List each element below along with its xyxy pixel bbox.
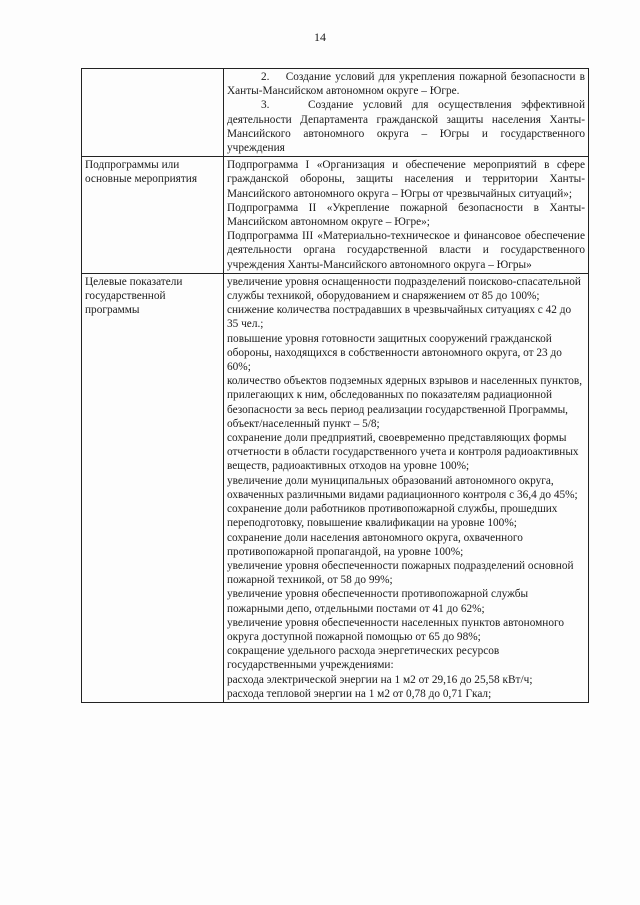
goals-row [82,69,589,157]
indicators-content-cell [224,273,589,702]
indicator-item: повышение уровня готовности защитных сооружений гражданской обороны, находящихся в собственности автономного округа, от 23 до 60%; [227,332,562,374]
goal-item: 2. Создание условий для укрепления пожарной безопасности в Ханты-Мансийском автономном округе – Югре. [227,71,585,98]
goal-item: 3. Создание условий для осуществления эффективной деятельности Департамента гражданской защиты населения Ханты-Мансийского автономного округа – Югры и государственного учреждения [227,99,585,155]
subprogram-item: Подпрограмма II «Укрепление пожарной безопасности в Ханты-Мансийском автономном округе – Югре»; [227,201,585,229]
subprogram-item: Подпрограмма III «Материально-техническое и финансовое обеспечение деятельности органа государственной власти и государственного учреждения Ханты-Мансийского автономного округа – Югры» [227,230,585,271]
indicator-item: сокращение удельного расхода энергетических ресурсов государственными учреждениями: [227,645,500,672]
indicator-item: расхода электрической энергии на 1 м2 от 29,16 до 25,58 кВт/ч; [227,673,533,686]
passport-table [81,68,589,703]
indicator-item: увеличение уровня обеспеченности противопожарной службы пожарными депо, отдельными постами от 41 до 62%; [227,588,529,615]
indicator-item: увеличение уровня обеспеченности пожарных подразделений основной пожарной техникой, от 58 до 99%; [227,559,574,587]
indicator-item: сохранение доли населения автономного округа, охваченного противопожарной пропагандой, на уровне 100%; [227,531,523,558]
subprogram-item: Подпрограмма I «Организация и обеспечение мероприятий в сфере гражданской обороны, защиты населения и территории Ханты-Мансийского автономного округа – Югры от чрезвычайных ситуаций»; [227,159,585,200]
indicators-row [82,273,589,702]
indicator-item: количество объектов подземных ядерных взрывов и населенных пунктов, прилегающих к ним, обследованных по показателям радиационной безопасности за весь период реализации государственной Программы, объект/населенный пункт – 5/8; [227,375,583,430]
indicator-item: расхода тепловой энергии на 1 м2 от 0,78 до 0,71 Гкал; [227,687,492,700]
indicator-item: увеличение доли муниципальных образований автономного округа, охваченных различными видами радиационного контроля с 36,4 до 45%; [227,474,578,501]
indicator-item: снижение количества пострадавших в чрезвычайных ситуациях с 42 до 35 чел.; [227,304,572,331]
indicator-item: увеличение уровня обеспеченности населенных пунктов автономного округа доступной пожарной помощью от 65 до 98%; [227,616,564,643]
indicator-item: увеличение уровня оснащенности подразделений поисково-спасательной службы техникой, оборудованием и снаряжением от 85 до 100%; [227,275,581,303]
subprograms-label: Подпрограммы или основные мероприятия [82,157,224,274]
page-number: 14 [314,30,326,44]
goals-label-cell [82,69,224,157]
goals-content-cell [224,69,589,157]
subprograms-content-cell [224,157,589,274]
indicators-label: Целевые показатели государственной программы [82,273,224,702]
subprograms-row [82,157,589,274]
indicator-item: сохранение доли работников противопожарной службы, прошедших переподготовку, повышение квалификации на уровне 100%; [227,503,558,530]
indicator-item: сохранение доли предприятий, своевременно представляющих формы отчетности в области государственного учета и контроля радиоактивных веществ, радиоактивных отходов на уровне 100%; [227,432,579,473]
